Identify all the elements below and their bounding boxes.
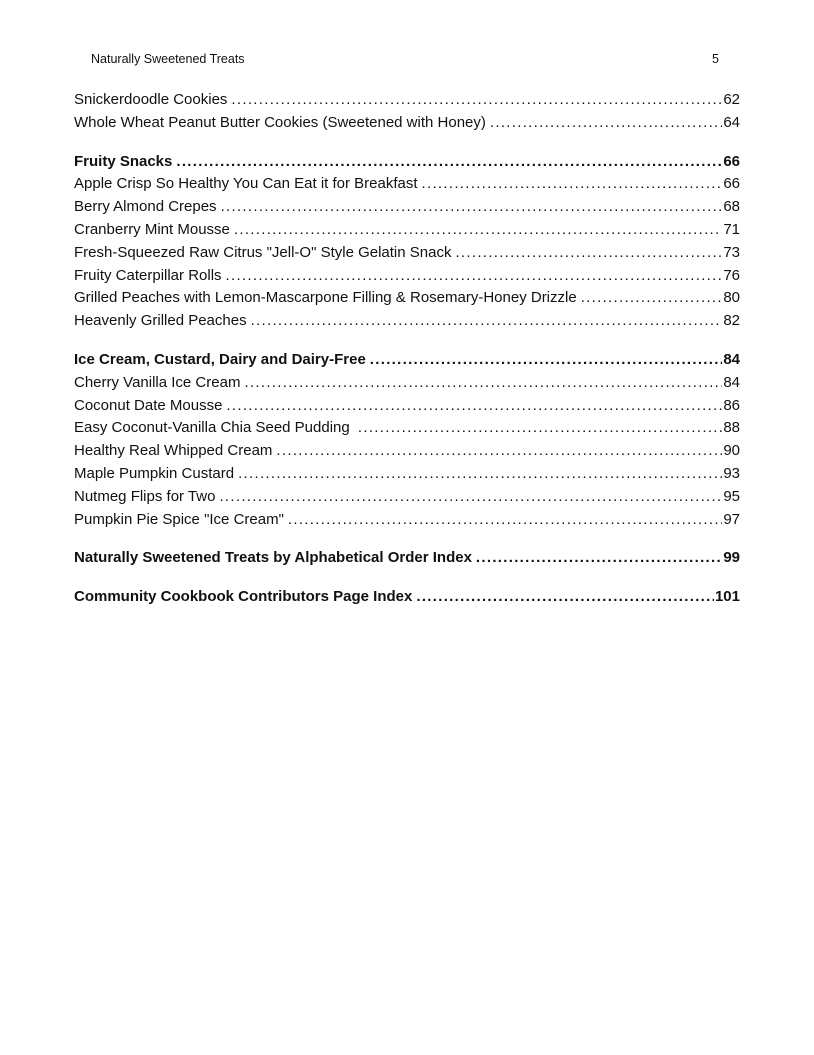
toc-entry-title: Fruity Caterpillar Rolls — [74, 266, 222, 284]
toc-page-number: 76 — [723, 266, 740, 284]
toc-page-number: 84 — [723, 373, 740, 391]
toc-entry — [74, 242, 740, 265]
toc-page-number: 71 — [723, 220, 740, 238]
toc-page-number: 62 — [723, 91, 740, 108]
toc-entry-title: Maple Pumpkin Custard — [74, 464, 235, 482]
toc-page-number: 93 — [723, 464, 740, 482]
toc-entry — [74, 112, 740, 135]
toc-entry — [74, 372, 740, 395]
running-header-title: Naturally Sweetened Treats — [91, 52, 245, 66]
toc-entry-title: Ice Cream, Custard, Dairy and Dairy-Free — [74, 350, 366, 368]
toc-entry-title: Heavenly Grilled Peaches — [74, 312, 247, 330]
toc-page-number: 84 — [723, 350, 740, 368]
toc-leader-dots — [370, 349, 723, 372]
toc-entry — [74, 486, 740, 509]
toc-entry-title: Nutmeg Flips for Two — [74, 487, 216, 505]
toc-leader-dots — [226, 265, 723, 288]
toc-leader-dots — [476, 547, 722, 570]
toc-entry — [74, 196, 740, 219]
toc-leader-dots — [226, 395, 722, 418]
toc-entry-title: Easy Coconut-Vanilla Chia Seed Pudding — [74, 419, 354, 437]
toc-entry — [74, 89, 740, 112]
toc-leader-dots — [219, 486, 722, 509]
toc-page-number: 66 — [723, 175, 740, 193]
toc-section-entry — [74, 151, 740, 174]
toc-entry — [74, 287, 740, 310]
toc-entry-title: Community Cookbook Contributors Page Index — [74, 588, 413, 606]
toc-entry — [74, 463, 740, 486]
toc-section-entry — [74, 586, 740, 609]
toc-entry — [74, 310, 740, 333]
toc-leader-dots — [276, 440, 722, 463]
toc-leader-dots — [288, 509, 722, 532]
toc-leader-dots — [581, 287, 723, 310]
toc-leader-dots — [422, 173, 723, 196]
toc-section-entry — [74, 349, 740, 372]
toc-entry — [74, 440, 740, 463]
toc-leader-dots — [251, 310, 723, 333]
toc-page-number: 99 — [723, 549, 740, 567]
toc-page-number: 90 — [723, 442, 740, 460]
toc-entry — [74, 173, 740, 196]
toc-entry-title: Snickerdoodle Cookies — [74, 91, 228, 108]
toc-leader-dots — [221, 196, 723, 219]
toc-page-number: 66 — [723, 152, 740, 170]
table-of-contents — [74, 89, 740, 609]
toc-entry — [74, 395, 740, 418]
toc-page-number: 82 — [723, 312, 740, 330]
toc-page-number: 88 — [723, 419, 740, 437]
toc-page-number: 95 — [723, 487, 740, 505]
toc-entry-title: Fruity Snacks — [74, 152, 173, 170]
toc-entry — [74, 265, 740, 288]
toc-leader-dots — [238, 463, 722, 486]
toc-page-number: 86 — [723, 396, 740, 414]
running-header — [91, 51, 719, 67]
toc-entry — [74, 219, 740, 242]
toc-entry-title: Fresh-Squeezed Raw Citrus "Jell-O" Style Gelatin Snack — [74, 243, 452, 261]
toc-entry-title: Healthy Real Whipped Cream — [74, 442, 273, 460]
toc-leader-dots — [416, 586, 714, 609]
toc-leader-dots — [455, 242, 722, 265]
toc-entry-title: Grilled Peaches with Lemon-Mascarpone Filling & Rosemary-Honey Drizzle — [74, 289, 577, 307]
toc-page-number: 64 — [723, 113, 740, 131]
toc-entry-title: Coconut Date Mousse — [74, 396, 223, 414]
toc-page-number: 68 — [723, 198, 740, 216]
toc-entry-title: Pumpkin Pie Spice "Ice Cream" — [74, 510, 284, 528]
toc-leader-dots — [231, 89, 722, 112]
toc-entry-title: Whole Wheat Peanut Butter Cookies (Sweetened with Honey) — [74, 113, 486, 131]
running-header-page-number: 5 — [712, 52, 719, 66]
toc-entry-title: Naturally Sweetened Treats by Alphabetical Order Index — [74, 549, 472, 567]
toc-leader-dots — [490, 112, 722, 135]
toc-page-number: 73 — [723, 243, 740, 261]
toc-entry-title: Cherry Vanilla Ice Cream — [74, 373, 241, 391]
toc-page-number: 97 — [723, 510, 740, 528]
toc-entry — [74, 417, 740, 440]
toc-entry-title: Berry Almond Crepes — [74, 198, 217, 216]
toc-leader-dots — [234, 219, 722, 242]
toc-leader-dots — [358, 417, 722, 440]
toc-leader-dots — [176, 151, 722, 174]
toc-page-number: 101 — [714, 588, 740, 606]
toc-entry-title: Apple Crisp So Healthy You Can Eat it for Breakfast — [74, 175, 418, 193]
toc-page-number: 80 — [723, 289, 740, 307]
toc-entry — [74, 509, 740, 532]
toc-leader-dots — [244, 372, 722, 395]
toc-entry-title: Cranberry Mint Mousse — [74, 220, 230, 238]
toc-section-entry — [74, 547, 740, 570]
